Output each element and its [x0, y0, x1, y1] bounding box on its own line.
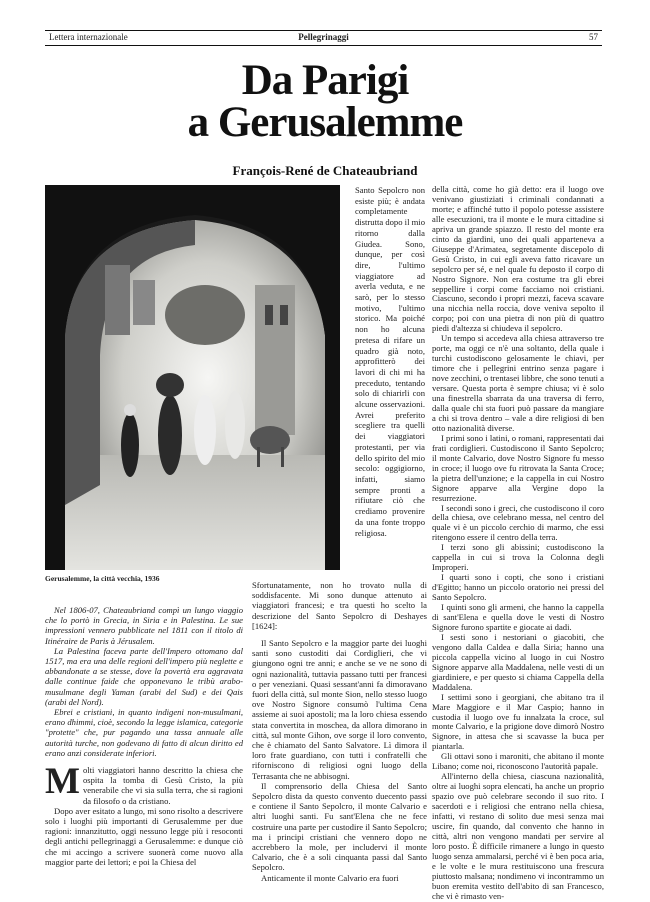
- author-name: François-René de Chateaubriand: [232, 163, 418, 178]
- intro-block: [45, 605, 243, 758]
- jerusalem-photo: [45, 185, 340, 570]
- column-a: [45, 605, 243, 867]
- intro-paragraph: Ebrei e cristiani, in quanto indigeni non-musulmani, erano dhimmi, cioè, secondo la legge islamica, categorie "protette" che, pur pagando una tassa annuale alle autorità turche, non godevano di fatto di alcun diritto ed erano anzi considerate inferiori.: [45, 707, 243, 758]
- paragraph: I primi sono i latini, o romani, rappresentati dai frati cordiglieri. Custodiscono il Santo Sepolcro; il monte Calvario, dove Nostro Signore fu messo in croce; il luogo ove fu ritrovata la Santa Croce; la pietra dell'unzione; e la cappella in cui Nostro Signore apparve alla Vergine dopo la resurrezione.: [432, 432, 604, 503]
- column-c: [432, 185, 604, 902]
- paragraph: I quarti sono i copti, che sono i cristiani d'Egitto; hanno un piccolo oratorio nei pressi del Santo Sepolcro.: [432, 572, 604, 603]
- intro-paragraph: Nel 1806-07, Chateaubriand compì un lungo viaggio che lo portò in Grecia, in Siria e in Palestina. Le sue impressioni vennero pubblicate nel 1811 con il titolo di Itinéraire de Paris à Jérusalem.: [45, 605, 243, 646]
- column-b-continuation: [252, 580, 427, 631]
- paragraph: I terzi sono gli abissini; custodiscono la cappella in cui si trova la Colonna degli Improperi.: [432, 542, 604, 573]
- page-number: 57: [589, 32, 598, 42]
- paragraph: Santo Sepolcro non esiste più; è andata completamente distrutta dopo il mio ritorno dalla Giudea. Sono, dunque, per così dire, l'ultimo viaggiatore ad averla veduta, e ne sarò, per lo stesso motivo, l'ultimo storico. Ma poiché non ho alcuna pretesa di rifare un quadro già noto, approfitterò dei lavori di chi mi ha preceduto, tentando solo di chiarirli con alcune osservazioni. Avrei preferito scegliere tra quelli dei viaggiatori protestanti, per via dello spirito del mio secolo: oggigiorno, infatti, siamo sempre pronti a rifiutare ciò che crediamo provenire da una fonte troppo religiosa.: [355, 185, 425, 538]
- magazine-name: Lettera internazionale: [49, 32, 128, 42]
- photo-caption: Gerusalemme, la città vecchia, 1936: [45, 574, 160, 583]
- paragraph: Sfortunatamente, non ho trovato nulla di soddisfacente. Mi sono dunque attenuto ai viaggiatori francesi; e tra questi ho scelto la descrizione del Santo Sepolcro di Deshayes [1624]:: [252, 580, 427, 631]
- paragraph: Gli ottavi sono i maroniti, che abitano il monte Libano; come noi, riconoscono l'autorità papale.: [432, 751, 604, 772]
- drop-cap: M: [45, 761, 80, 803]
- paragraph: Dopo aver esitato a lungo, mi sono risolto a descrivere solo i luoghi più importanti di Gerusalemme per due ragioni: innanzitutto, oggi nessuno legge più i resoconti degli antichi pellegrinaggi a Gerusalemme: e dunque ciò che mi accingo a scrivere suonerà come nuovo alla maggior parte dei lettori; e poi la Chiesa del: [45, 805, 243, 867]
- paragraph: I sesti sono i nestoriani o giacobiti, che vengono dalla Caldea e dalla Siria; hanno una piccola cappella vicino al luogo in cui Nostro Signore apparve alla Maddalena, nelle vesti di un giardiniere, e per questo si chiama Cappella della Maddalena.: [432, 631, 604, 692]
- quotation-block: [252, 638, 427, 883]
- title-line-2: a Gerusalemme: [187, 99, 463, 146]
- paragraph: Il comprensorio della Chiesa del Santo Sepolcro dista da questo convento duecento passi e contiene il Santo Sepolcro, il monte Calvario e altri luoghi santi. Fu sant'Elena che ne fece costruire una parte per custodire il Santo Sepolcro; ma i principi cristiani che vennero dopo ne accrebbero la mole, per includervi il monte Calvario, che è a soli cinquanta passi dal Santo Sepolcro.: [252, 780, 427, 873]
- column-b-wrap: [355, 185, 425, 538]
- paragraph: I settimi sono i georgiani, che abitano tra il Mare Maggiore e il Mar Caspio; hanno in custodia il luogo ove fu innalzata la croce, sul monte Calvario, e la prigione dove dimorò Nostro Signore, in attesa che si scavasse la buca per piantarla.: [432, 691, 604, 752]
- paragraph: [45, 761, 243, 806]
- paragraph: della città, come ho già detto: era il luogo ove venivano giustiziati i criminali condannati a morte; e affinché tutto il popolo potesse assistere alle esecuzioni, tra il monte e le mura cittadine si apriva un grande spiazzo. Il resto del monte era cinto da giardini, uno dei quali apparteneva a Giuseppe d'Arimatea, segretamente discepolo di Gesù Cristo, in cui egli aveva fatto ricavare un sepolcro per sé, e nel quale fu deposto il corpo di Nostro Signore. Non era costume tra gli ebrei seppellire i corpi come facciamo noi cristiani. Ciascuno, secondo i propri mezzi, faceva scavare una nicchia nella roccia, dove veniva sepolto il corpo; poi con una pietra di non più di quattro piedi d'altezza si chiudeva il sepolcro.: [432, 184, 604, 334]
- paragraph: I secondi sono i greci, che custodiscono il coro della chiesa, ove celebrano messa, nel centro del quale vi è un piccolo cerchio di marmo, che essi ritengono essere il centro della terra.: [432, 502, 604, 543]
- paragraph: All'interno della chiesa, ciascuna nazionalità, oltre ai luoghi sopra elencati, ha anche un proprio spazio ove può celebrare secondo il suo rito. I sacerdoti e i religiosi che entrano nella chiesa, infatti, vi restano di solito due mesi senza mai uscire, fin quando, dal convento che hanno in città, altri non vengono mandati per servire al loro posto. È difficile rimanere a lungo in questo luogo senza ammalarsi, perché vi è ben poca aria, e le volte e le mura restituiscono una frescura piuttosto malsana; nondimeno vi incontrammo un buon eremita vestito dell'abito di san Francesco, che vi è rimasto ven-: [432, 771, 604, 901]
- title-line-1: Da Parigi: [241, 57, 409, 104]
- intro-paragraph: La Palestina faceva parte dell'Impero ottomano dal 1517, ma era una delle regioni dell'impero più neglette e abbandonate a se stesse, dove la povertà era aggravata dalle continue faide che opponevano le tribù arabo-musulmane degli Yaman (arabi del Sud) e dei Qais (arabi del Nord).: [45, 645, 243, 707]
- paragraph-text: olti viaggiatori hanno descritto la chiesa che ospita la tomba di Gesù Cristo, la più venerabile che vi sia sulla terra, che si ragioni da filosofo o da cristiano.: [82, 765, 243, 806]
- paragraph: I quinti sono gli armeni, che hanno la cappella di sant'Elena e quella dove le vesti di Nostro Signore furono spartite e giocate ai dadi.: [432, 602, 604, 632]
- paragraph: Il Santo Sepolcro e la maggior parte dei luoghi santi sono custoditi dai Cordiglieri, che vi giungono ogni tre anni; e anche se ve ne sono di ogni nazionalità, tuttavia passano tutti per francesi o per veneziani. Quasi sessant'anni fa dimoravano fuori della città, sul monte Sion, nello stesso luogo ove Nostro Signore consumò l'ultima Cena assieme ai suoi apostoli; ma la loro chiesa essendo stata convertita in moschea, da allora dimorano in città, sul monte Gihon, ove sorge il loro convento, che è chiamato del Santo Salvatore. Lì dimora il loro frate guardiano, con tutti i confratelli che riforniscono di religiosi ogni luogo della Terrasanta che ne abbisogni.: [252, 638, 427, 781]
- paragraph: Anticamente il monte Calvario era fuori: [261, 872, 399, 883]
- article-title: [0, 57, 650, 146]
- running-header: [45, 30, 602, 46]
- section-name: Pellegrinaggi: [298, 32, 349, 42]
- paragraph: Un tempo si accedeva alla chiesa attraverso tre porte, ma oggi ce n'è una soltanto, della quale i turchi custodiscono gelosamente le chiavi, per timore che i pellegrini entrino senza pagare i nove zecchini, o trentasei libbre, che sono tenuti a versare. Questa porta è sempre chiusa; vi è solo una finestrella sbarrata da una traversa di ferro, dalla quale chi sta fuori può passare da mangiare a chi si trova dentro – vale a dire religiosi di ben otto nazionalità diverse.: [432, 333, 604, 433]
